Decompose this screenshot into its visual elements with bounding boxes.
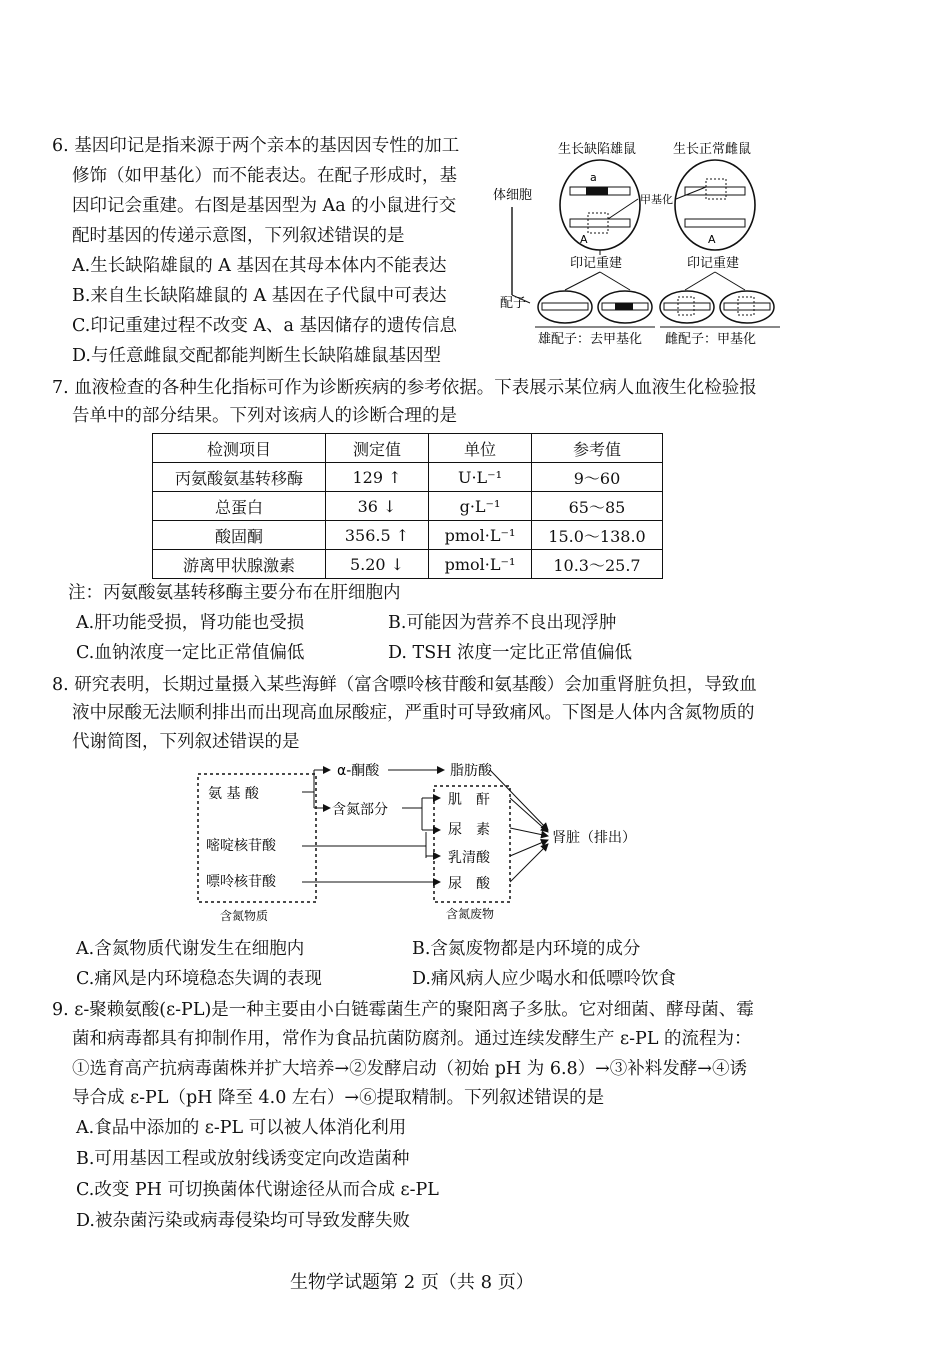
q7-option-b: B.可能因为营养不良出现浮肿 [388, 613, 617, 633]
fig-chromosome [685, 187, 745, 195]
fig-allele-A: A [580, 233, 588, 246]
q7-line: 告单中的部分结果。下列对该病人的诊断合理的是 [72, 406, 457, 426]
q8-option-b: B.含氮废物都是内环境的成分 [412, 939, 641, 959]
table-header: 参考值 [532, 434, 663, 463]
table-cell: pmol·L⁻¹ [429, 550, 532, 579]
table-cell: 酸固酮 [153, 521, 326, 550]
node-fatty-acid: 脂肪酸 [450, 763, 492, 779]
table-header: 测定值 [326, 434, 429, 463]
table-row [153, 521, 663, 550]
fig-chromosome [570, 219, 630, 227]
arrow [510, 828, 548, 836]
q8-line: 8. 研究表明，长期过量摄入某些海鲜（富含嘌呤核苷酸和氨基酸）会加重肾脏负担，导致血 [52, 675, 757, 695]
fig-arrow [600, 272, 630, 290]
q9-option-b: B.可用基因工程或放射线诱变定向改造菌种 [76, 1149, 410, 1169]
q7-option-a: A.肝功能受损，肾功能也受损 [76, 613, 305, 633]
arrow [510, 840, 548, 856]
fig-chromosome [542, 303, 588, 310]
q7-line: 7. 血液检查的各种生化指标可作为诊断疾病的参考依据。下表展示某位病人血液生化检验报 [52, 378, 757, 398]
table-cell: 游离甲状腺激素 [153, 550, 326, 579]
table-cell: 5.20 ↓ [326, 550, 429, 579]
table-cell: pmol·L⁻¹ [429, 521, 532, 550]
table-cell: 15.0～138.0 [532, 521, 663, 550]
fig-pointer [608, 199, 638, 219]
page-footer: 生物学试题第 2 页（共 8 页） [290, 1272, 534, 1293]
fig-left-title: 生长缺陷雄鼠 [558, 142, 637, 157]
node-purine: 嘌呤核苷酸 [206, 874, 276, 890]
fig-body-cell-label: 体细胞 [493, 188, 533, 203]
table-row [153, 492, 663, 521]
node-uric-acid: 尿 酸 [448, 876, 490, 892]
imprinting-figure [490, 135, 790, 355]
fig-rebuild-left: 印记重建 [570, 256, 623, 271]
table-cell: U·L⁻¹ [429, 463, 532, 492]
q9-option-a: A.食品中添加的 ε-PL 可以被人体消化利用 [76, 1118, 407, 1138]
q6-option-a: A.生长缺陷雄鼠的 A 基因在其母本体内不能表达 [72, 256, 447, 276]
q9-option-d: D.被杂菌污染或病毒侵染均可导致发酵失败 [76, 1211, 410, 1231]
fig-allele-a: a [590, 171, 597, 184]
fig-gene-block [586, 187, 608, 195]
node-urea: 尿 素 [448, 822, 490, 838]
q6-line: 6. 基因印记是指来源于两个亲本的基因因专性的加工 [52, 136, 460, 156]
node-creatinine: 肌 酐 [448, 792, 490, 808]
q8-line: 液中尿酸无法顺利排出而出现高血尿酸症，严重时可导致痛风。下图是人体内含氮物质的 [72, 703, 755, 723]
arrow [510, 844, 548, 882]
fig-right-title: 生长正常雌鼠 [673, 142, 752, 157]
table-cell: 丙氨酸氨基转移酶 [153, 463, 326, 492]
fig-arrow [565, 272, 600, 290]
table-row [153, 550, 663, 579]
q9-line: 菌和病毒都具有抑制作用，常作为食品抗菌防腐剂。通过连续发酵生产 ε-PL 的流程为： [72, 1029, 752, 1049]
fig-gamete-label: 配子 [500, 296, 527, 311]
arrow [490, 770, 548, 830]
node-keto-acid: α-酮酸 [337, 763, 380, 779]
q8-line: 代谢简图，下列叙述错误的是 [72, 732, 300, 752]
q6-line: 修饰（如甲基化）而不能表达。在配子形成时，基 [72, 166, 457, 186]
q8-option-a: A.含氮物质代谢发生在细胞内 [76, 939, 305, 959]
node-pyrimidine: 嘧啶核苷酸 [206, 838, 276, 854]
q9-line: 导合成 ε-PL（pH 降至 4.0 左右）→⑥提取精制。下列叙述错误的是 [72, 1088, 605, 1108]
fig-chromosome [664, 303, 710, 310]
fig-rebuild-right: 印记重建 [687, 256, 740, 271]
table-cell: g·L⁻¹ [429, 492, 532, 521]
node-kidney: 肾脏（排出） [552, 830, 636, 846]
q6-line: 因印记会重建。右图是基因型为 Aa 的小鼠进行交 [72, 196, 457, 216]
table-header: 检测项目 [153, 434, 326, 463]
lab-result-table [152, 433, 663, 579]
table-header: 单位 [429, 434, 532, 463]
node-amino-acid: 氨 基 酸 [208, 786, 259, 802]
table-cell: 36 ↓ [326, 492, 429, 521]
node-orotic-acid: 乳清酸 [448, 850, 490, 866]
q9-line: 9. ε-聚赖氨酸(ε-PL)是一种主要由小白链霉菌生产的聚阳离子多肽。它对细菌、酵母菌、霉 [52, 1000, 754, 1020]
q8-option-c: C.痛风是内环境稳态失调的表现 [76, 969, 322, 989]
node-nitrogen-part: 含氮部分 [332, 802, 388, 818]
fig-gene-block [615, 303, 633, 310]
fig-methyl-label: 甲基化 [640, 193, 673, 206]
q7-option-c: C.血钠浓度一定比正常值偏低 [76, 643, 305, 663]
table-cell: 10.3～25.7 [532, 550, 663, 579]
fig-chromosome [685, 219, 745, 227]
fig-arrow [715, 272, 745, 290]
q7-option-d: D. TSH 浓度一定比正常值偏低 [388, 643, 633, 663]
q9-line: ①选育高产抗病毒菌株并扩大培养→②发酵启动（初始 pH 为 6.8）→③补料发酵→④诱 [72, 1059, 747, 1079]
table-cell: 65～85 [532, 492, 663, 521]
caption-nitrogen-waste: 含氮废物 [446, 907, 495, 921]
table-cell: 356.5 ↑ [326, 521, 429, 550]
fig-allele-A: A [708, 233, 716, 246]
fig-chromosome [724, 303, 770, 310]
fig-male-cell [560, 160, 640, 250]
table-row [153, 463, 663, 492]
table-cell: 9～60 [532, 463, 663, 492]
q7-note: 注：丙氨酸氨基转移酶主要分布在肝细胞内 [68, 583, 401, 603]
table-cell: 129 ↑ [326, 463, 429, 492]
q6-option-c: C.印记重建过程不改变 A、a 基因储存的遗传信息 [72, 316, 458, 336]
q8-option-d: D.痛风病人应少喝水和低嘌呤饮食 [412, 969, 676, 989]
q6-option-d: D.与任意雌鼠交配都能判断生长缺陷雄鼠基因型 [72, 346, 441, 366]
table-cell: 总蛋白 [153, 492, 326, 521]
q6-option-b: B.来自生长缺陷雄鼠的 A 基因在子代鼠中可表达 [72, 286, 447, 306]
nitrogen-metabolism-diagram [190, 758, 660, 928]
table-header-row [153, 434, 663, 463]
fig-female-gamete-label: 雌配子：甲基化 [665, 332, 757, 347]
fig-male-gamete-label: 雄配子：去甲基化 [538, 332, 643, 347]
fig-arrow [685, 272, 715, 290]
caption-nitrogen-substances: 含氮物质 [220, 909, 269, 923]
q6-line: 配时基因的传递示意图，下列叙述错误的是 [72, 226, 405, 246]
q9-option-c: C.改变 PH 可切换菌体代谢途径从而合成 ε-PL [76, 1180, 439, 1200]
arrow [510, 798, 548, 832]
